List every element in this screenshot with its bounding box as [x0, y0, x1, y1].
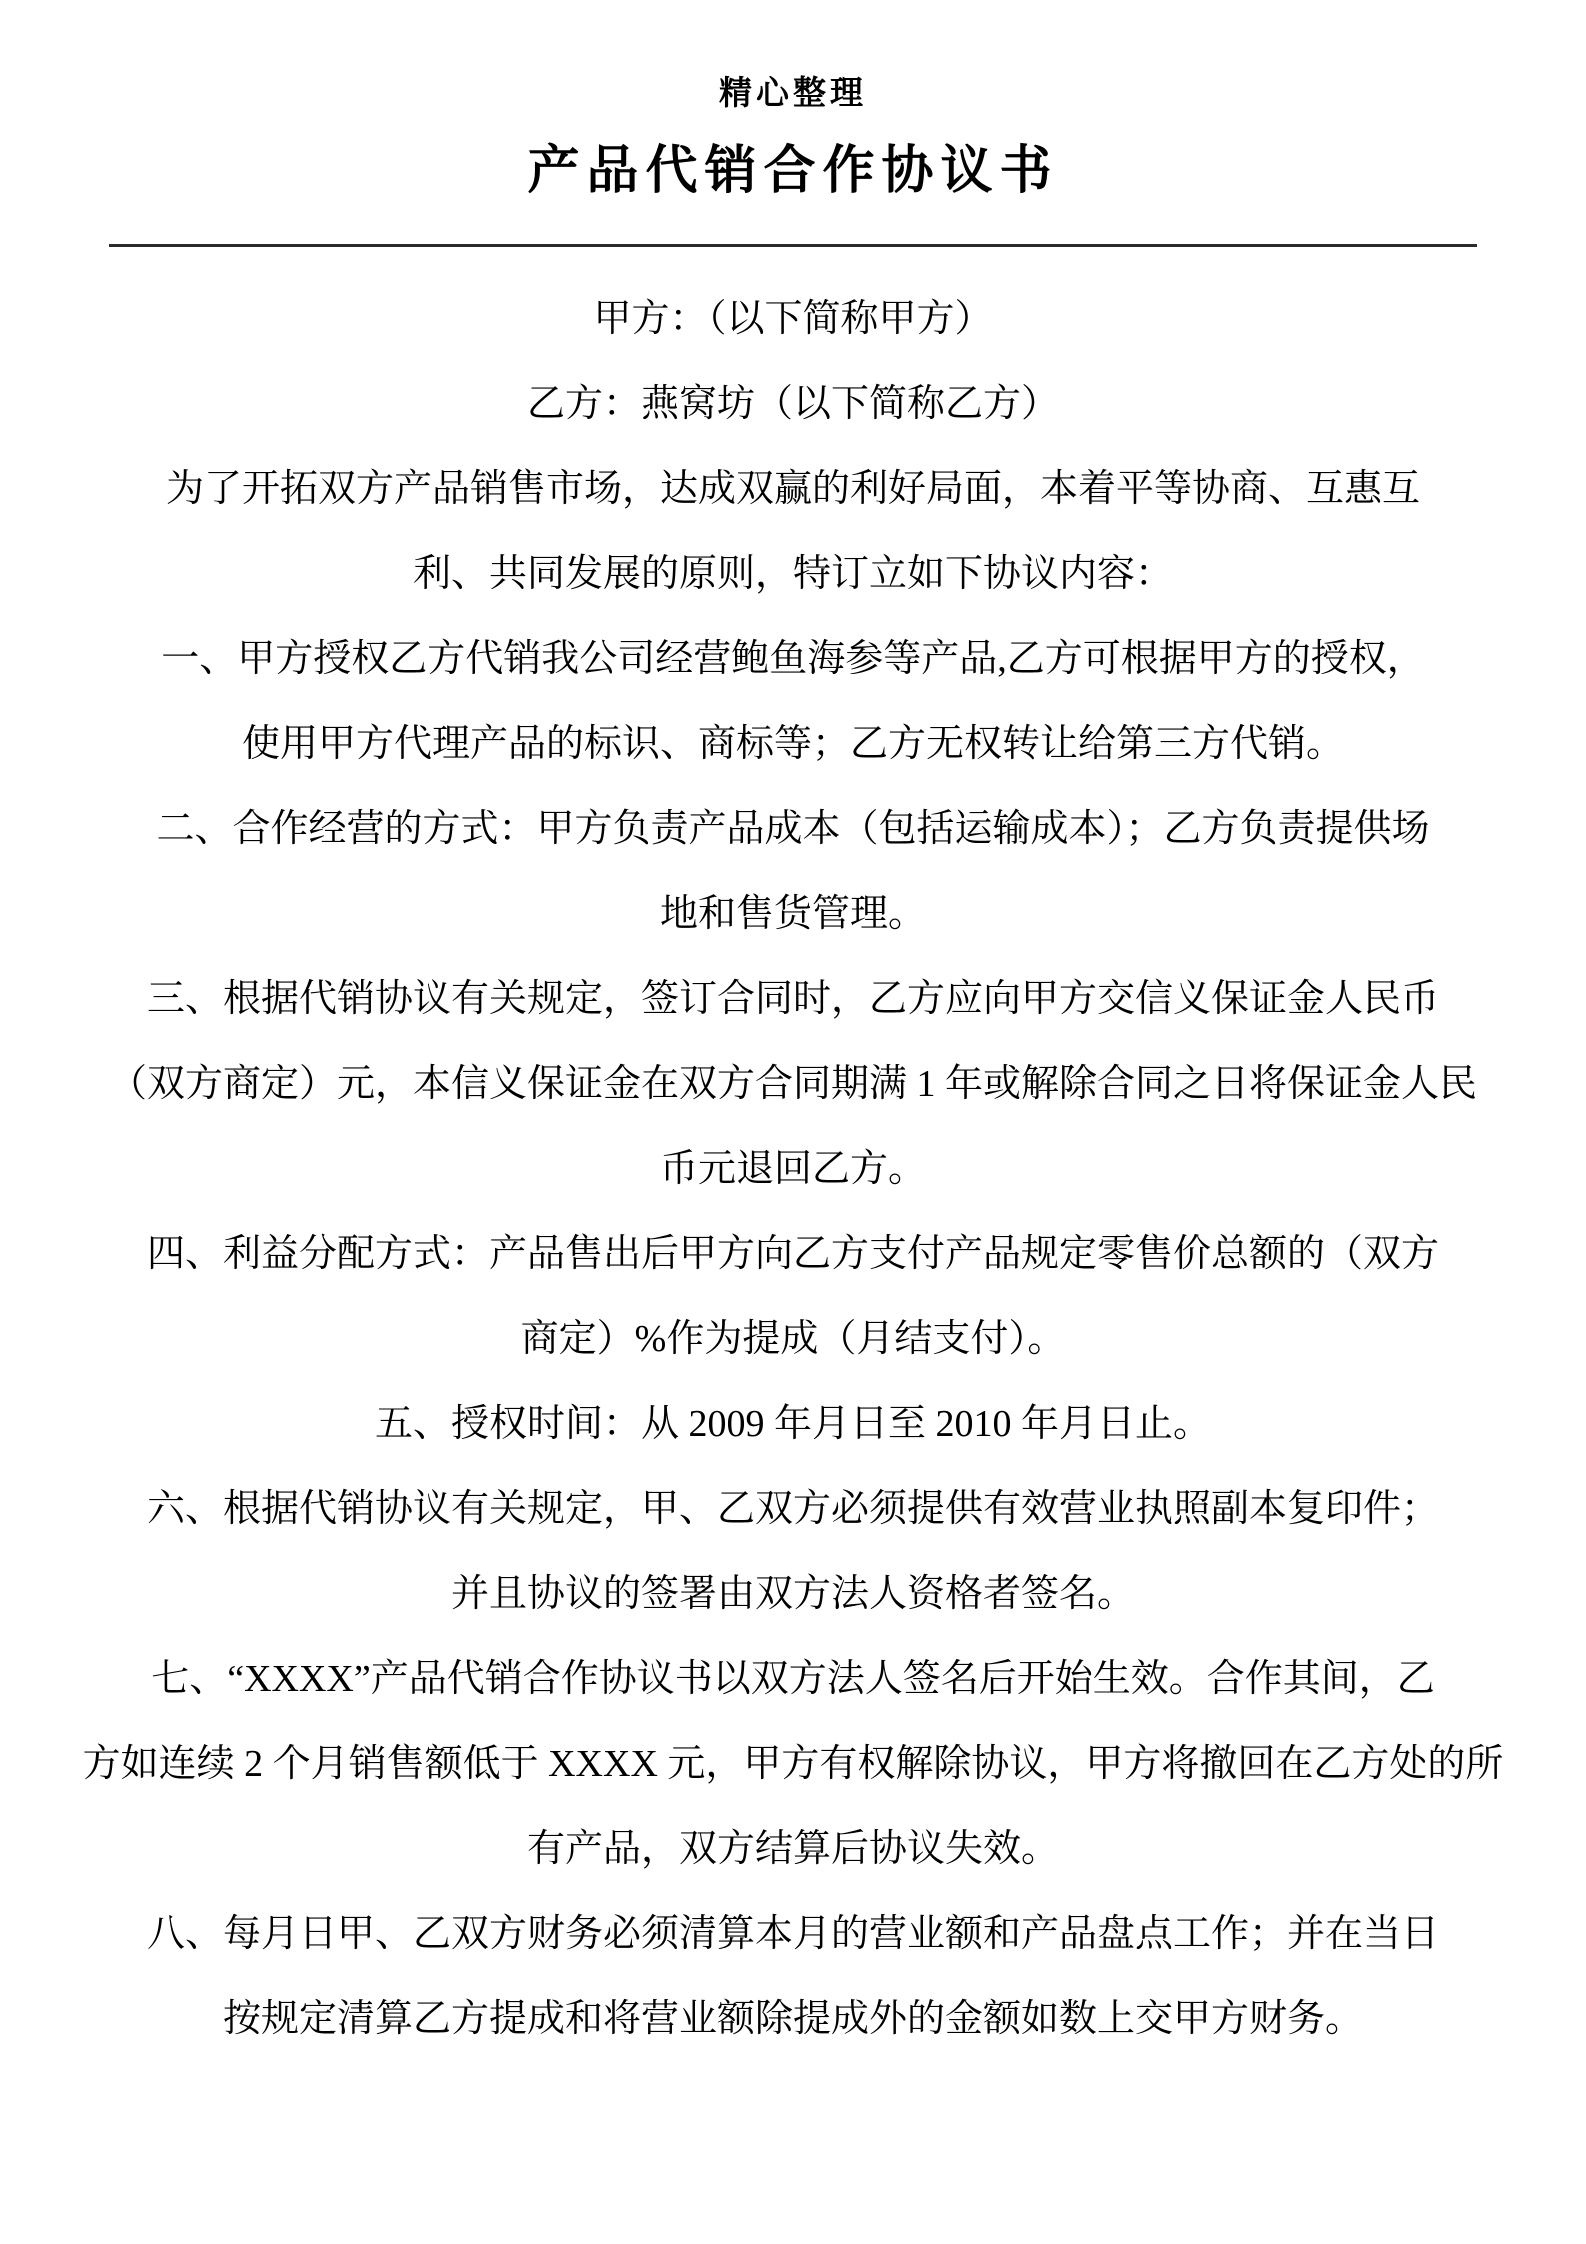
clause-8-line-1: 八、每月日甲、乙双方财务必须清算本月的营业额和产品盘点工作；并在当日: [146, 1913, 1439, 1956]
party-a-line: 甲方：（以下简称甲方）: [593, 298, 993, 341]
clause-1-line-1: 一、甲方授权乙方代销我公司经营鲍鱼海参等产品,乙方可根据甲方的授权，: [161, 638, 1425, 681]
clause-6-line-1: 六、根据代销协议有关规定，甲、乙双方必须提供有效营业执照副本复印件；: [146, 1488, 1439, 1531]
clause-6-line-2: 并且协议的签署由双方法人资格者签名。: [450, 1573, 1135, 1616]
document-body: [0, 277, 1586, 2062]
clause-4-line-1: 四、利益分配方式：产品售出后甲方向乙方支付产品规定零售价总额的（双方: [146, 1233, 1439, 1276]
title-underline-rule: [109, 244, 1477, 247]
clause-3-line-2: （双方商定）元，本信义保证金在双方合同期满 1 年或解除合同之日将保证金人民: [108, 1063, 1477, 1106]
document-title: 产品代销合作协议书: [527, 143, 1059, 201]
clause-3-line-3: 币元退回乙方。: [659, 1148, 926, 1191]
clause-4-line-2: 商定）%作为提成（月结支付）。: [520, 1318, 1066, 1361]
clause-1-line-2: 使用甲方代理产品的标识、商标等；乙方无权转让给第三方代销。: [241, 723, 1344, 766]
clause-2-line-1: 二、合作经营的方式：甲方负责产品成本（包括运输成本）；乙方负责提供场: [156, 808, 1430, 851]
preamble-line-1: 为了开拓双方产品销售市场，达成双赢的利好局面，本着平等协商、互惠互: [165, 468, 1420, 511]
clause-5-line-1: 五、授权时间：从 2009 年月日至 2010 年月日止。: [374, 1403, 1211, 1446]
clause-7-line-3: 有产品，双方结算后协议失效。: [526, 1828, 1059, 1871]
preamble-line-2: 利、共同发展的原则，特订立如下协议内容：: [412, 553, 1173, 596]
clause-3-line-1: 三、根据代销协议有关规定，签订合同时，乙方应向甲方交信义保证金人民币: [146, 978, 1439, 1021]
party-b-line: 乙方：燕窝坊（以下简称乙方）: [526, 383, 1059, 426]
clause-7-line-1: 七、“XXXX”产品代销合作协议书以双方法人签名后开始生效。合作其间，乙: [151, 1658, 1435, 1701]
clause-2-line-2: 地和售货管理。: [659, 893, 926, 936]
document-header: 精心整理: [719, 76, 867, 112]
clause-7-line-2: 方如连续 2 个月销售额低于 XXXX 元，甲方有权解除协议，甲方将撤回在乙方处的所: [82, 1743, 1504, 1786]
clause-8-line-2: 按规定清算乙方提成和将营业额除提成外的金额如数上交甲方财务。: [222, 1998, 1363, 2041]
